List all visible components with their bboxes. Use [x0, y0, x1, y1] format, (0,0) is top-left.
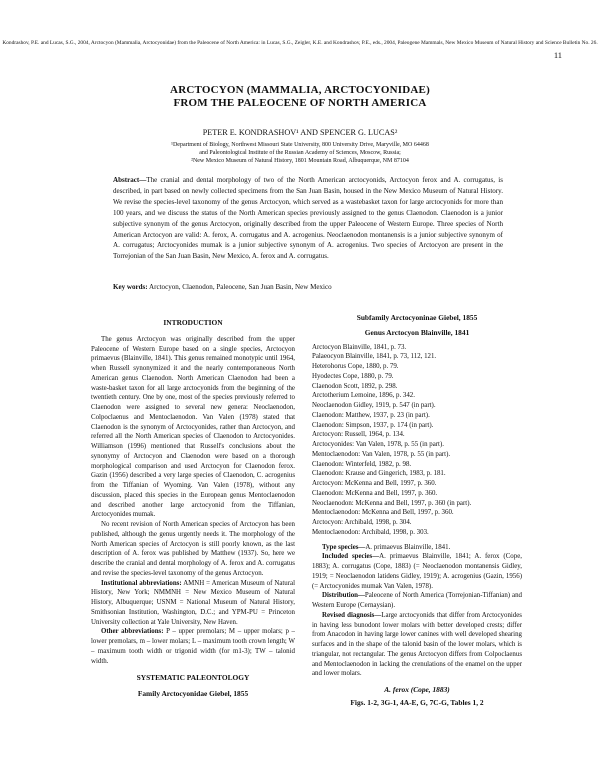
figures-reference: Figs. 1-2, 3G-1, 4A-E, G, 7C-G, Tables 1, 2	[350, 697, 484, 707]
intro-paragraph-1: The genus Arctocyon was originally described from the upper Paleocene of Western Europe based on a single species, Arctocyon primaevus (Blainville, 1841). This genus remained monotypic until 1964, when Russell synonymized it and the nearly contemporaneous North American genus Claenodon. North American Claenodon had been a waste-basket taxon for all large arctocyonids from the beginning of the twentieth century. One by one, most of the species previously referred to Claenodon were assigned to several new genera: Neoclaenodon, Colpoclaenus and Mentoclaenodon. Van Valen (1978) stated that Claenodon is the synonym of Arctocyonides, rather than Arctocyon, and referred all the North American species of Claenodon to Arctocyonides. Williamson (1996) mentioned that Russell's conclusions about the synonymy of Arctocyon and Claenodon were based on a thorough morphological comparison and used Arctocyon for Claenodon ferox. Gazin (1956) described a very large species of Claenodon, C. acrogenius from the Tiffanian of Wyoming. Van Valen (1978), without any discussion, placed this species in the European genus Mentoclaenodon and described another large arctocyonid from the Tiffanian, Arctocyonides mumak.	[91, 335, 295, 519]
synonymy-entry: Claenodon Scott, 1892, p. 298.	[312, 382, 398, 390]
paper-title-line-1: ARCTOCYON (MAMMALIA, ARCTOCYONIDAE)	[170, 84, 430, 96]
paper-title-line-2: FROM THE PALEOCENE OF NORTH AMERICA	[173, 97, 427, 109]
affiliation-line-2: and Paleontological Institute of the Russian Academy of Sciences, Moscow, Russia;	[199, 150, 401, 156]
synonymy-entry: Hyodectes Cope, 1880, p. 79.	[312, 372, 394, 380]
synonymy-entry: Mentoclaenodon: Van Valen, 1978, p. 55 (in part).	[312, 450, 451, 458]
included-text: A. primaevus Blainville, 1841; A. ferox (Cope, 1883); A. corrugatus (Cope, 1883) (= Neoclaenodon montanensis Gidley, 1919; = Neoclaenodon latidens Gidley, 1919); A. acrogenius (Gazin, 1956) (= Arctocyonides mumak Van Valen, 1978).	[312, 553, 522, 590]
synonymy-entry: Heterohorus Cope, 1880, p. 79.	[312, 363, 399, 370]
family-heading: Family Arctocyonidae Giebel, 1855	[137, 689, 249, 698]
subfamily-heading: Subfamily Arctocyoninae Giebel, 1855	[356, 313, 478, 322]
systematic-paleontology-heading: SYSTEMATIC PALEONTOLOGY	[136, 673, 250, 683]
type-species-text: A. primaevus Blainville, 1841.	[365, 543, 451, 551]
species-heading: A. ferox (Cope, 1883)	[384, 685, 450, 694]
synonymy-entry: Neoclaenodon: McKenna and Bell, 1997, p. 360 (in part).	[312, 499, 472, 507]
included-species	[312, 552, 522, 591]
distribution-text: Paleocene of North America (Torrejonian-Tiffanian) and Western Europe (Cernaysian).	[312, 592, 522, 609]
affiliation-line-1: ¹Department of Biology, Northwest Missouri State University, 800 University Drive, Maryville, MO 64468	[171, 142, 429, 148]
diagnosis-label: Revised diagnosis—	[322, 611, 382, 619]
page-number: 11	[553, 50, 562, 60]
abstract-label: Abstract—	[113, 176, 147, 184]
synonymy-entry: Arctotherium Lemoine, 1896, p. 342.	[312, 392, 415, 400]
intro-paragraph-2: No recent revision of North American species of Arctocyon has been published, although the genus urgently needs it. The morphology of the North American species of Arctocyon is still poorly known, as the last description of A. ferox was published by Matthew (1937). So, here we describe the cranial and dental morphology of A. ferox and A. corrugatus and revise the species-level taxonomy of the genus Arctocyon.	[91, 521, 295, 577]
synonymy-entry: Mentoclaenodon: Archibald, 1998, p. 303.	[312, 528, 429, 536]
synonymy-entry: Neoclaenodon Gidley, 1919, p. 547 (in part).	[312, 402, 436, 409]
revised-diagnosis	[312, 611, 522, 679]
other-abbreviations	[91, 627, 295, 666]
keywords	[113, 283, 503, 291]
distribution-label: Distribution—	[322, 592, 365, 600]
type-species-label: Type species—	[322, 543, 366, 551]
genus-heading: Genus Arctocyon Blainville, 1841	[364, 327, 470, 337]
synonymy-entry: Mentoclaenodon: McKenna and Bell, 1997, p. 360.	[312, 509, 454, 517]
other-label: Other abbreviations:	[101, 628, 164, 636]
synonymy-entry: Arctocyon: Archibald, 1998, p. 304.	[312, 519, 412, 526]
abstract	[113, 175, 503, 262]
synonymy-entry: Claenodon: Matthew, 1937, p. 23 (in part).	[312, 411, 430, 419]
synonymy-entry: Palaeocyon Blainville, 1841, p. 73, 112, 121.	[312, 353, 437, 361]
keywords-label: Key words:	[113, 283, 148, 291]
left-column	[91, 318, 295, 699]
introduction-heading: INTRODUCTION	[163, 318, 223, 327]
institutional-label: Institutional abbreviations:	[101, 579, 182, 587]
synonymy-entry: Arctocyon: McKenna and Bell, 1997, p. 360.	[312, 480, 437, 487]
running-header: Kondrashov, P.E. and Lucas, S.G., 2004, Arctocyon (Mammalia, Arctocyonidae) from the Paleocene of North America: in Lucas, S.G., Zeigler, K.E. and Kondrashov, P.E., eds., 2004, Paleogene Mammals, New Mexico Museum of Natural History and Science Bulletin No. 26.	[2, 40, 598, 46]
affiliation-line-3: ²New Mexico Museum of Natural History, 1801 Mountain Road, Albuquerque, NM 87104	[191, 158, 409, 164]
distribution	[312, 591, 522, 611]
authors: PETER E. KONDRASHOV¹ AND SPENCER G. LUCAS²	[202, 128, 398, 137]
synonymy-entry: Claenodon: Krause and Gingerich, 1983, p. 181.	[312, 470, 446, 478]
synonymy-entry: Arctocyonides: Van Valen, 1978, p. 55 (in part).	[312, 441, 444, 448]
keywords-text: Arctocyon, Claenodon, Paleocene, San Juan Basin, New Mexico	[149, 283, 332, 291]
included-label: Included species—	[322, 553, 380, 561]
synonymy-list	[312, 343, 522, 538]
right-column	[312, 313, 522, 708]
synonymy-entry: Arctocyon: Russell, 1964, p. 134.	[312, 431, 405, 439]
institutional-text: AMNH = American Museum of Natural History, New York; NMMNH = New Mexico Museum of Natural History, Albuquerque; USNM = National Museum of Natural History, Smithsonian Institution, Washington, D.C.; and YPM-PU = Princeton University collection at Yale University, New Haven.	[91, 579, 295, 626]
other-text: P – upper premolars; M – upper molars; p – lower premolars, m – lower molars; L – maximum tooth crown length; W – maximum tooth width or trigonid width (for m1-3); TW – talonid width.	[91, 628, 295, 665]
synonymy-entry: Claenodon: McKenna and Bell, 1997, p. 360.	[312, 489, 438, 497]
abstract-text: The cranial and dental morphology of two of the North American arctocyonids, Arctocyon ferox and A. corrugatus, is described, in part based on newly collected specimens from the San Juan Basin, housed in the New Mexico Museum of Natural History. We revise the species-level taxonomy of the genus Arctocyon, which served as a wastebasket taxon for large arctocyonids for more than 100 years, and we discuss the status of the North American species previously assigned to the genus Claenodon. Claenodon is a junior subjective synonym of the genus Arctocyon, originally described from the upper Paleocene of Western Europe. Three species of North American Arctocyon are valid: A. ferox, A. corrugatus and A. acrogenius. Neoclaenodon montanensis is a junior subjective synonym of A. corrugatus; Arctocyonides mumak is a junior subjective synonym of A. acrogenius. Two species of Arctocyon are present in the Torrejonian of the San Juan Basin, New Mexico, A. ferox and A. corrugatus.	[113, 176, 503, 261]
synonymy-entry: Arctocyon Blainville, 1841, p. 73.	[312, 343, 407, 351]
institutional-abbreviations	[91, 579, 295, 628]
type-species	[312, 543, 522, 553]
synonymy-entry: Claenodon: Winterfeld, 1982, p. 98.	[312, 460, 412, 468]
synonymy-entry: Claenodon: Simpson, 1937, p. 174 (in part).	[312, 421, 434, 429]
diagnosis-text: Large arctocyonids that differ from Arctocyonides in having less bunodont lower molars with better developed crests; differ from Anacodon in having large lower canines with well developed shearing surfaces and in the shape of the talonid basin of the lower molars, which is triangular, not rectangular. The genus Arctocyon differs from Colpoclaenus and Mentoclaenodon in lacking the crenulations of the enamel on the upper and lower molars.	[312, 611, 522, 678]
